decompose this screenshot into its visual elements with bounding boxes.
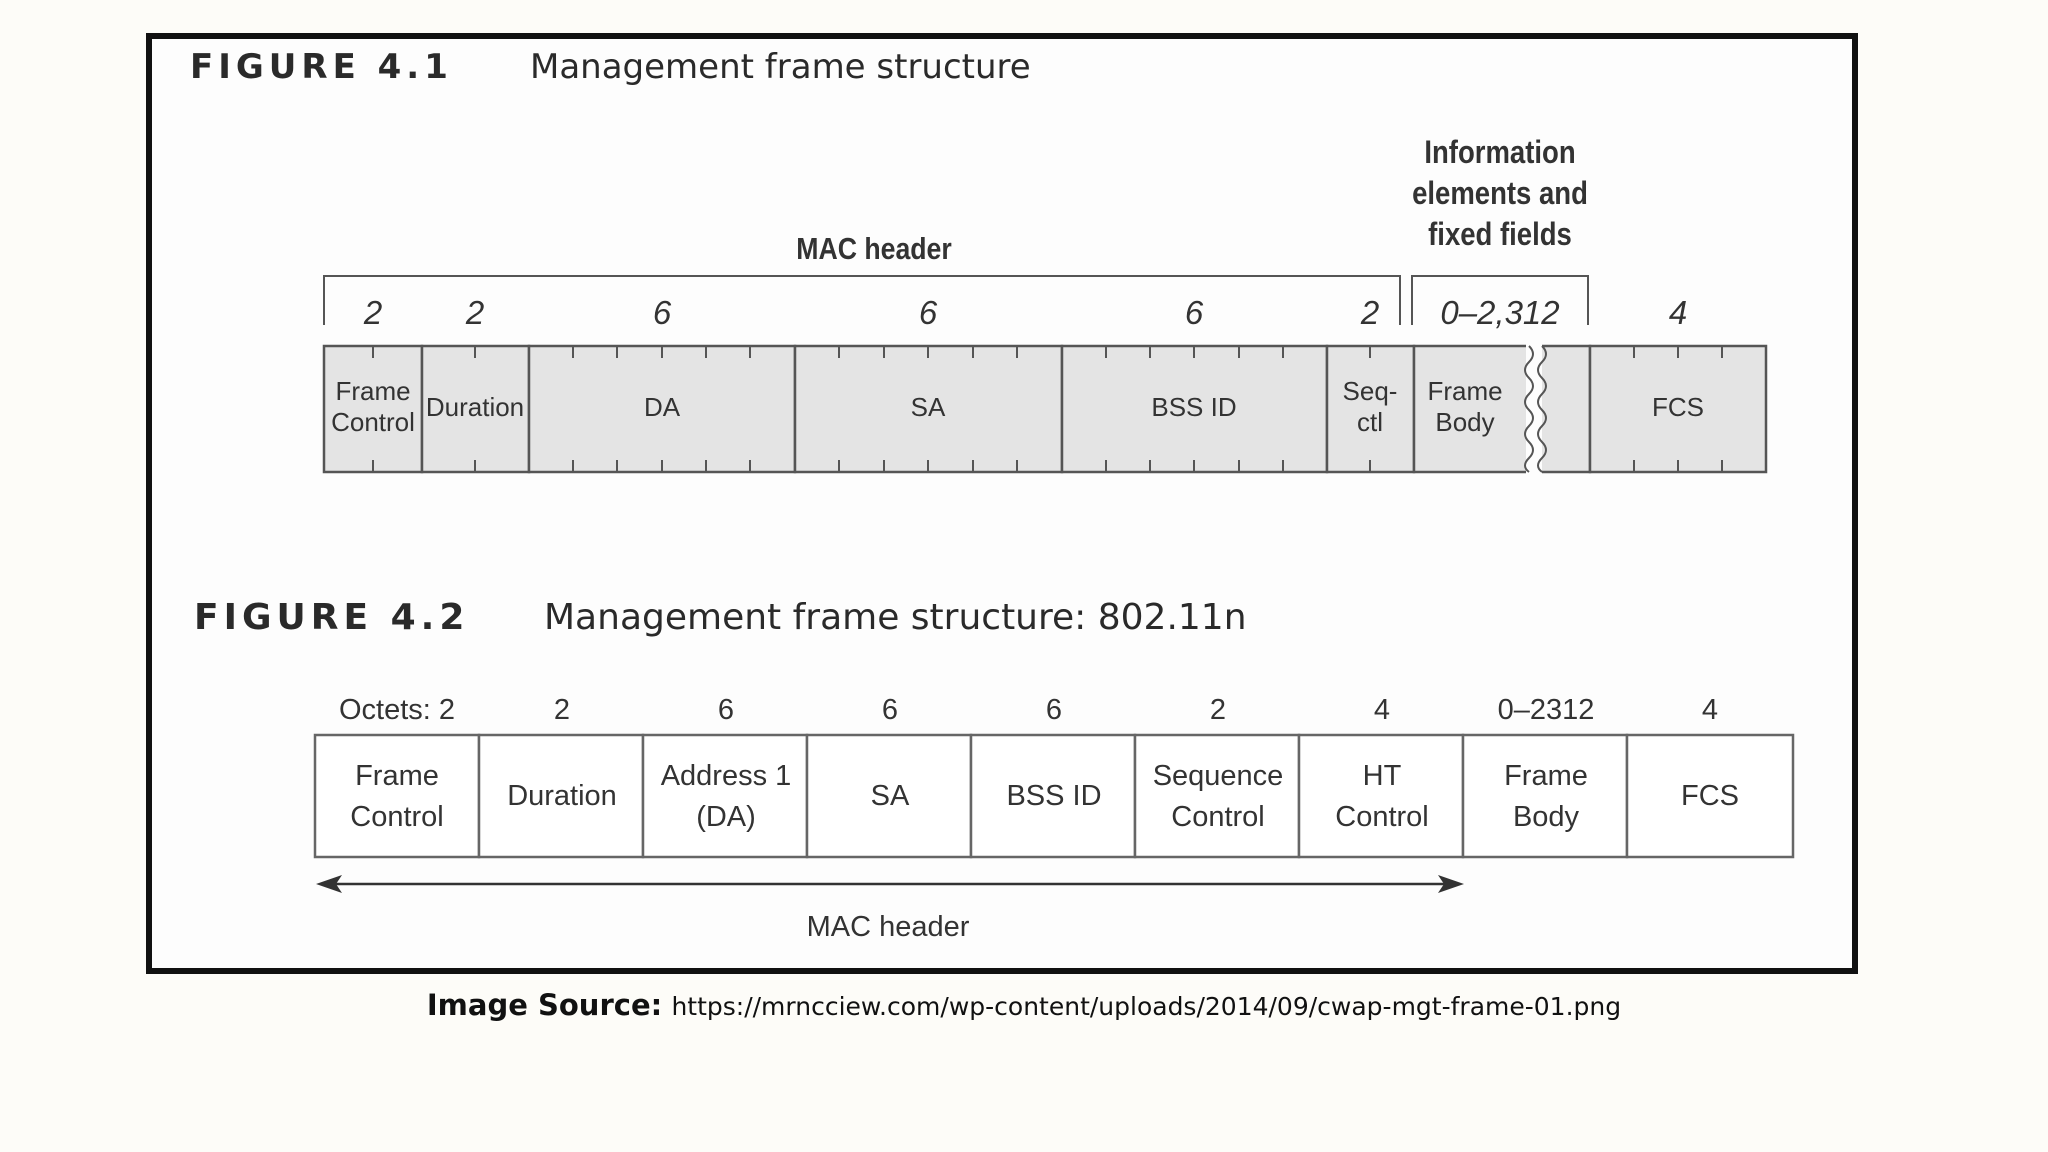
fig42-mac-header-arrow bbox=[316, 875, 1464, 893]
fig42-label-bssid: BSS ID bbox=[1006, 780, 1102, 812]
fig41-label-bssid: BSS ID bbox=[1151, 392, 1237, 422]
fig42-mac-header-label: MAC header bbox=[806, 911, 970, 943]
fig41-title: Management frame structure bbox=[530, 47, 1031, 87]
fig41-label-sa: SA bbox=[910, 392, 946, 422]
fig42-size-address1: 6 bbox=[717, 694, 735, 726]
fig42-size-bssid: 6 bbox=[1045, 694, 1063, 726]
fig42-label-address1-1: Address 1 bbox=[660, 760, 792, 792]
fig42-field-frame-control bbox=[315, 735, 479, 857]
fig42-label-ht-control-1: HT bbox=[1362, 760, 1402, 792]
image-source-caption bbox=[0, 988, 2048, 1022]
fig42-title: Management frame structure: 802.11n bbox=[544, 597, 1247, 638]
fig41-label-frame-body-2: Body bbox=[1435, 407, 1495, 437]
fig42-label-seqctl-1: Sequence bbox=[1152, 760, 1284, 792]
fig41-label-frame-control-1: Frame bbox=[335, 376, 411, 406]
fig42-field-seqctl bbox=[1135, 735, 1299, 857]
fig41-size-frame-control: 2 bbox=[363, 294, 383, 331]
fig41-number: FIGURE 4.1 bbox=[190, 47, 453, 87]
fig42-label-duration: Duration bbox=[507, 780, 617, 812]
figure-frame bbox=[146, 33, 1858, 974]
fig41-size-bssid: 6 bbox=[1184, 294, 1204, 331]
fig41-size-seqctl: 2 bbox=[1360, 294, 1380, 331]
fig42-label-sa: SA bbox=[870, 780, 910, 812]
fig41-size-fcs: 4 bbox=[1668, 294, 1688, 331]
fig41-mac-header-bracket bbox=[324, 276, 1400, 325]
fig42-label-frame-control-2: Control bbox=[350, 801, 444, 833]
fig42-number: FIGURE 4.2 bbox=[194, 597, 470, 638]
image-source-url: https://mrncciew.com/wp-content/uploads/2014/09/cwap-mgt-frame-01.png bbox=[671, 992, 1622, 1021]
fig42-label-fcs: FCS bbox=[1681, 780, 1739, 812]
fig41-info-line2: elements and bbox=[1412, 176, 1588, 212]
fig42-label-seqctl-2: Control bbox=[1171, 801, 1265, 833]
fig41-label-frame-body-1: Frame bbox=[1427, 376, 1503, 406]
frame-structure-diagram bbox=[152, 39, 1852, 968]
image-source-label: Image Source: bbox=[426, 988, 663, 1022]
fig41-label-da: DA bbox=[643, 392, 681, 422]
fig41-size-frame-body: 0–2,312 bbox=[1440, 294, 1560, 331]
fig41-size-sa: 6 bbox=[918, 294, 938, 331]
fig42-label-ht-control-2: Control bbox=[1335, 801, 1429, 833]
fig41-size-duration: 2 bbox=[465, 294, 485, 331]
fig41-label-frame-control-2: Control bbox=[331, 407, 415, 437]
fig41-size-da: 6 bbox=[652, 294, 672, 331]
fig42-size-frame-body: 0–2312 bbox=[1497, 694, 1595, 726]
fig42-label-address1-2: (DA) bbox=[696, 801, 756, 833]
fig42-label-frame-body-2: Body bbox=[1512, 801, 1580, 833]
fig42-field-ht-control bbox=[1299, 735, 1463, 857]
fig41-label-seqctl-1: Seq- bbox=[1342, 376, 1398, 406]
fig41-label-duration: Duration bbox=[425, 392, 525, 422]
fig42-size-frame-control: Octets: 2 bbox=[338, 694, 456, 726]
fig42-size-ht-control: 4 bbox=[1373, 694, 1391, 726]
fig42-size-sa: 6 bbox=[881, 694, 899, 726]
fig42-label-frame-body-1: Frame bbox=[1504, 760, 1588, 792]
fig42-field-address1 bbox=[643, 735, 807, 857]
fig41-mac-header-label: MAC header bbox=[796, 232, 952, 267]
fig41-label-seqctl-2: ctl bbox=[1357, 407, 1383, 437]
fig42-field-frame-body bbox=[1463, 735, 1627, 857]
fig42-size-duration: 2 bbox=[553, 694, 571, 726]
fig42-size-fcs: 4 bbox=[1701, 694, 1719, 726]
fig41-field-row bbox=[324, 346, 1766, 472]
fig42-size-seqctl: 2 bbox=[1209, 694, 1227, 726]
fig41-info-line1: Information bbox=[1424, 135, 1576, 171]
fig41-info-line3: fixed fields bbox=[1428, 217, 1572, 253]
fig42-label-frame-control-1: Frame bbox=[355, 760, 439, 792]
fig41-label-fcs: FCS bbox=[1652, 392, 1704, 422]
